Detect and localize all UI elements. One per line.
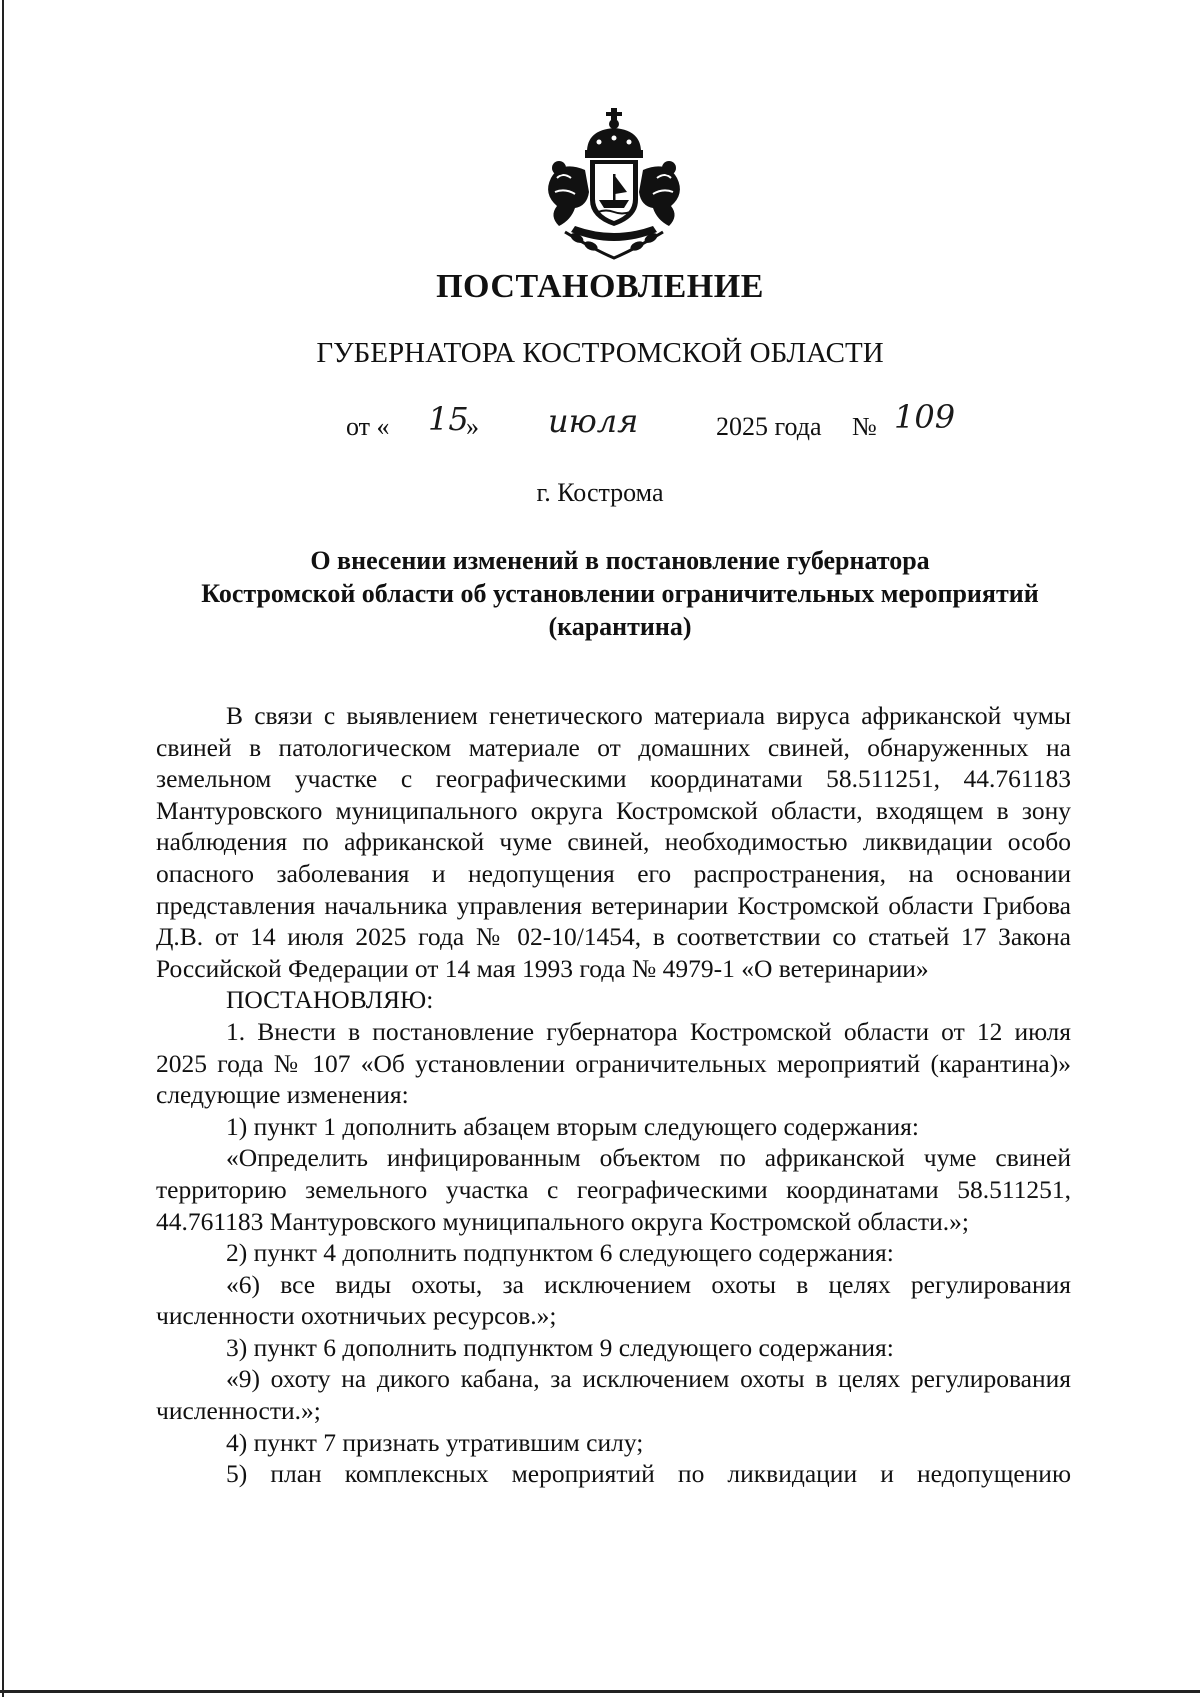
handwritten-number: 109	[894, 398, 956, 436]
quoted-text-2: «6) все виды охоты, за исключением охоты в целях регулирования численности охотничьих ресурсов.»;	[156, 1269, 1071, 1331]
resolve-word: ПОСТАНОВЛЯЮ:	[226, 985, 434, 1015]
heading-line: (карантина)	[548, 612, 692, 641]
city: г. Кострома	[536, 478, 664, 507]
document-heading	[0, 544, 1200, 643]
date-close-quote: »	[466, 412, 479, 441]
subitem-1: 1) пункт 1 дополнить абзацем вторым следующего содержания:	[226, 1111, 919, 1141]
document-body	[156, 700, 1071, 1490]
handwritten-month: июля	[548, 402, 639, 440]
subitem-3: 3) пункт 6 дополнить подпунктом 9 следующего содержания:	[226, 1332, 894, 1362]
scan-edge-bottom	[0, 1690, 1200, 1693]
date-line	[0, 398, 1200, 446]
date-prefix: от «	[346, 412, 390, 441]
subitem-5: 5) план комплексных мероприятий по ликвидации и недопущению	[226, 1459, 1071, 1489]
heading-line: Костромской области об установлении ограничительных мероприятий	[201, 579, 1039, 608]
scan-edge-left	[2, 0, 4, 1697]
number-sign: №	[852, 412, 877, 441]
subitem-4: 4) пункт 7 признать утратившим силу;	[226, 1427, 644, 1457]
heading-line: О внесении изменений в постановление губернатора	[310, 546, 930, 575]
coat-of-arms-emblem	[535, 108, 693, 264]
date-year: 2025 года	[716, 412, 822, 441]
paragraph-item-1: 1. Внести в постановление губернатора Костромской области от 12 июля 2025 года № 107 «Об установлении ограничительных мероприятий (карантина)» следующие изменения:	[156, 1016, 1071, 1110]
quoted-text-3: «9) охоту на дикого кабана, за исключением охоты в целях регулирования численности.»;	[156, 1364, 1071, 1426]
preamble-paragraph: В связи с выявлением генетического материала вируса африканской чумы свиней в патологическом материале от домашних свиней, обнаруженных на земельном участке с географическими координатами 58.511251, 44.761183 Мантуровского муниципального округа Костромской области, входящем в зону наблюдения по африканской чуме свиней, необходимостью ликвидации особо опасного заболевания и недопущения его распространения, на основании представления начальника управления ветеринарии Костромской области Грибова Д.В. от 14 июля 2025 года № 02-10/1454, в соответствии со статьей 17 Закона Российской Федерации от 14 мая 1993 года № 4979-1 «О ветеринарии»	[156, 701, 1071, 983]
subitem-2: 2) пункт 4 дополнить подпунктом 6 следующего содержания:	[226, 1238, 894, 1268]
handwritten-day: 15	[428, 400, 469, 438]
quoted-text-1: «Определить инфицированным объектом по африканской чуме свиней территорию земельного участка с географическими координатами 58.511251, 44.761183 Мантуровского муниципального округа Костромской области.»;	[156, 1143, 1071, 1236]
document-issuer: ГУБЕРНАТОРА КОСТРОМСКОЙ ОБЛАСТИ	[316, 337, 884, 369]
document-title: ПОСТАНОВЛЕНИЕ	[436, 268, 764, 305]
